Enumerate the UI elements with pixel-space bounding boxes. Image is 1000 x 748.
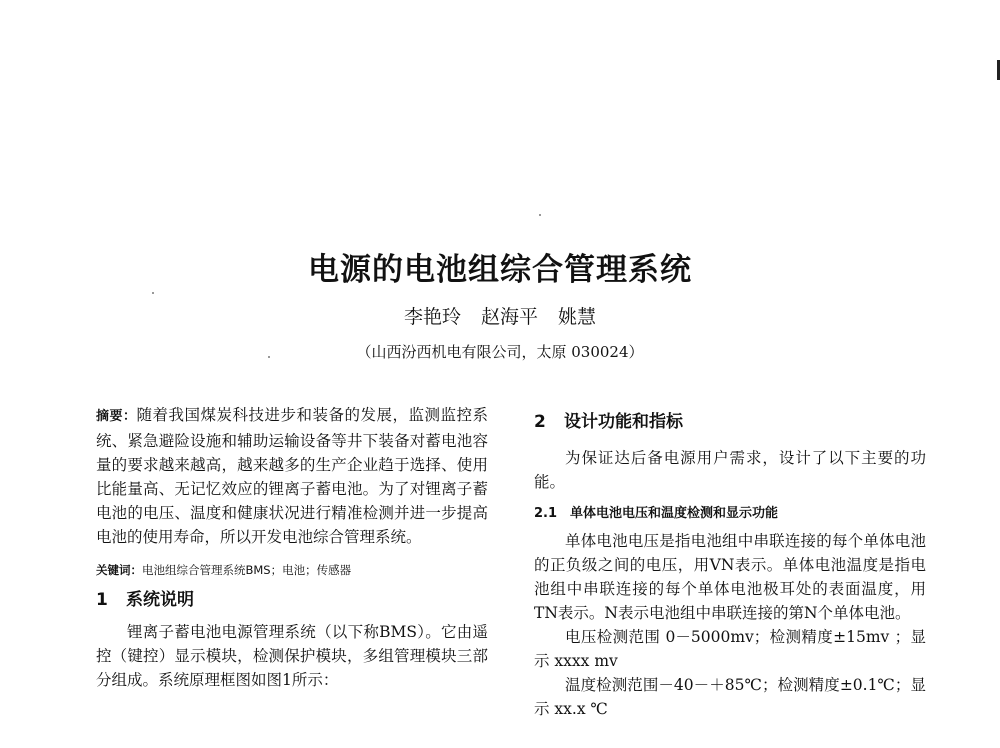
right-column [534, 403, 926, 721]
section-2-title: 设计功能和指标 [564, 412, 683, 432]
section-2-heading [534, 407, 926, 432]
keywords-text: 电池组综合管理系统BMS；电池；传感器 [142, 563, 352, 577]
voltage-spec: 电压检测范围 0－5000mv；检测精度±15mv ；显示 xxxx mv [534, 628, 926, 670]
section-1-title: 系统说明 [126, 590, 194, 610]
section-2-1-number: 2.1 [534, 506, 558, 521]
abstract-label: 摘要： [96, 409, 137, 424]
section-1-paragraph: 锂离子蓄电池电源管理系统（以下称BMS）。它由遥控（键控）显示模块，检测保护模块，多组管理模块三部分组成。系统原理框图如图1所示： [96, 623, 488, 689]
section-2-1-paragraph: 单体电池电压是指电池组中串联连接的每个单体电池的正负级之间的电压，用VN表示。单体电池温度是指电池组中串联连接的每个单体电池极耳处的表面温度，用TN表示。N表示电池组中串联连接的第N个单体电池。 [534, 532, 926, 622]
section-2-1-heading [534, 502, 926, 521]
paper-title: 电源的电池组综合管理系统 [308, 252, 692, 288]
scan-speck [539, 214, 541, 216]
section-2-intro: 为保证达后备电源用户需求，设计了以下主要的功能。 [534, 449, 926, 491]
abstract-text: 随着我国煤炭科技进步和装备的发展，监测监控系统、紧急避险设施和辅助运输设备等井下装备对蓄电池容量的要求越来越高，越来越多的生产企业趋于选择、使用比能量高、无记忆效应的锂离子蓄电池。为了对锂离子蓄电池的电压、温度和健康状况进行精准检测并进一步提高电池的使用寿命，所以开发电池综合管理系统。 [96, 406, 488, 546]
affiliation: （山西汾西机电有限公司，太原 030024） [356, 343, 644, 361]
left-column [96, 403, 488, 692]
temperature-spec: 温度检测范围－40－＋85℃；检测精度±0.1℃；显示 xx.x ℃ [534, 676, 926, 718]
scan-speck [268, 356, 270, 358]
section-2-1-title: 单体电池电压和温度检测和显示功能 [570, 506, 779, 521]
keywords-label: 关键词： [96, 563, 142, 577]
abstract [96, 403, 488, 549]
section-1-heading [96, 585, 488, 610]
authors: 李艳玲 赵海平 姚慧 [403, 306, 597, 328]
keywords [96, 561, 488, 579]
section-1-number: 1 [96, 590, 108, 610]
section-2-number: 2 [534, 412, 546, 432]
scan-speck [152, 292, 154, 294]
